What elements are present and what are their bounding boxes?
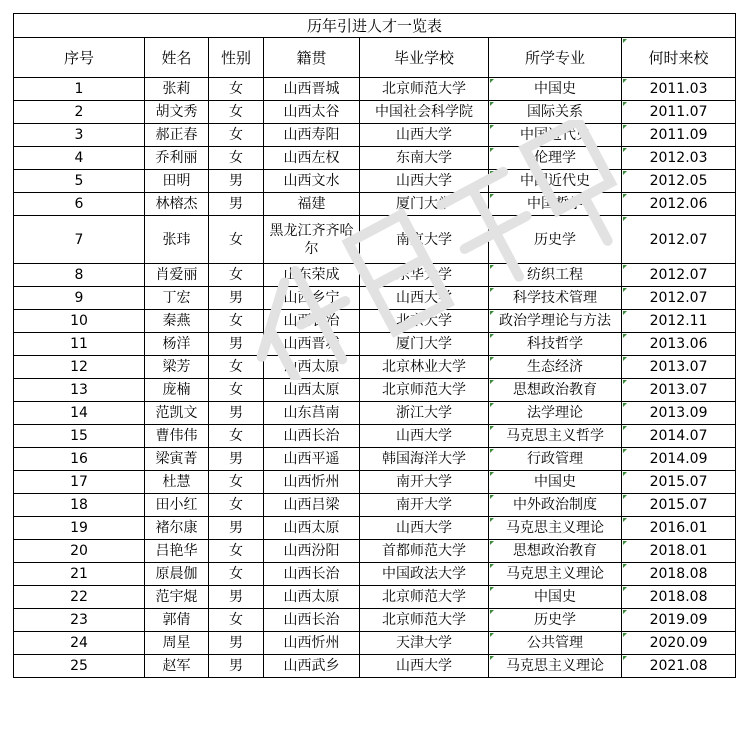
row-origin-cell[interactable]: 山西晋城 <box>264 333 360 356</box>
row-major-cell[interactable]: 国际关系 <box>489 101 622 124</box>
row-no-cell[interactable]: 23 <box>14 609 145 632</box>
row-date-cell[interactable]: 2012.03 <box>622 147 736 170</box>
row-date-cell[interactable]: 2021.08 <box>622 655 736 678</box>
row-school-cell[interactable]: 南京大学 <box>360 216 489 264</box>
row-school-cell[interactable]: 山西大学 <box>360 517 489 540</box>
row-school-cell[interactable]: 首都师范大学 <box>360 540 489 563</box>
row-school-cell[interactable]: 山西大学 <box>360 425 489 448</box>
row-date-cell[interactable]: 2012.07 <box>622 216 736 264</box>
table-row <box>14 632 736 655</box>
row-major-cell[interactable]: 行政管理 <box>489 448 622 471</box>
row-date-cell[interactable]: 2012.07 <box>622 264 736 287</box>
row-major-cell[interactable]: 马克思主义理论 <box>489 517 622 540</box>
row-major-cell[interactable]: 生态经济 <box>489 356 622 379</box>
row-origin-cell[interactable]: 山西晋城 <box>264 78 360 101</box>
row-school-cell[interactable]: 山西大学 <box>360 655 489 678</box>
row-origin-cell[interactable]: 福建 <box>264 193 360 216</box>
row-date-cell[interactable]: 2013.06 <box>622 333 736 356</box>
row-origin-cell[interactable]: 山西吕梁 <box>264 494 360 517</box>
row-date-cell[interactable]: 2018.08 <box>622 586 736 609</box>
table-row <box>14 563 736 586</box>
row-origin-cell[interactable]: 山西长治 <box>264 563 360 586</box>
row-origin-cell[interactable]: 山西忻州 <box>264 632 360 655</box>
row-name-cell[interactable]: 郝正春 <box>145 124 209 147</box>
row-name-cell[interactable]: 周星 <box>145 632 209 655</box>
row-major-cell[interactable]: 中国史 <box>489 586 622 609</box>
row-name-cell[interactable]: 张玮 <box>145 216 209 264</box>
table-row <box>14 78 736 101</box>
row-school-cell[interactable]: 浙江大学 <box>360 402 489 425</box>
row-date-cell[interactable]: 2012.05 <box>622 170 736 193</box>
row-major-cell[interactable]: 中国史 <box>489 78 622 101</box>
row-gender-cell[interactable]: 女 <box>209 264 264 287</box>
table-row <box>14 287 736 310</box>
table-row <box>14 471 736 494</box>
row-name-cell[interactable]: 杨洋 <box>145 333 209 356</box>
table-row <box>14 147 736 170</box>
row-major-cell[interactable]: 公共管理 <box>489 632 622 655</box>
row-no-cell[interactable]: 18 <box>14 494 145 517</box>
spreadsheet <box>13 13 735 678</box>
row-date-cell[interactable]: 2011.07 <box>622 101 736 124</box>
table-row <box>14 448 736 471</box>
row-no-cell[interactable]: 22 <box>14 586 145 609</box>
row-no-cell[interactable]: 3 <box>14 124 145 147</box>
row-major-cell[interactable]: 政治学理论与方法 <box>489 310 622 333</box>
row-origin-cell[interactable]: 山西乡宁 <box>264 287 360 310</box>
row-name-cell[interactable]: 范凯文 <box>145 402 209 425</box>
header-row <box>14 38 736 78</box>
row-major-cell[interactable]: 中国近代史 <box>489 170 622 193</box>
row-no-cell[interactable]: 19 <box>14 517 145 540</box>
row-origin-cell[interactable]: 山东莒南 <box>264 402 360 425</box>
row-no-cell[interactable]: 14 <box>14 402 145 425</box>
table-row <box>14 379 736 402</box>
row-no-cell[interactable]: 7 <box>14 216 145 264</box>
row-name-cell[interactable]: 田明 <box>145 170 209 193</box>
row-gender-cell[interactable]: 男 <box>209 448 264 471</box>
row-gender-cell[interactable]: 男 <box>209 655 264 678</box>
row-date-cell[interactable]: 2012.11 <box>622 310 736 333</box>
col-header-gender: 性别 <box>209 38 264 78</box>
row-school-cell[interactable]: 山西大学 <box>360 124 489 147</box>
row-major-cell[interactable]: 法学理论 <box>489 402 622 425</box>
row-origin-cell[interactable]: 山西长治 <box>264 609 360 632</box>
row-gender-cell[interactable]: 女 <box>209 540 264 563</box>
row-date-cell[interactable]: 2015.07 <box>622 471 736 494</box>
row-major-cell[interactable]: 思想政治教育 <box>489 540 622 563</box>
row-school-cell[interactable]: 天津大学 <box>360 632 489 655</box>
row-gender-cell[interactable]: 男 <box>209 333 264 356</box>
row-name-cell[interactable]: 曹伟伟 <box>145 425 209 448</box>
row-no-cell[interactable]: 17 <box>14 471 145 494</box>
table-title: 历年引进人才一览表 <box>14 14 736 38</box>
row-no-cell[interactable]: 6 <box>14 193 145 216</box>
row-no-cell[interactable]: 10 <box>14 310 145 333</box>
row-origin-cell[interactable]: 山西太原 <box>264 586 360 609</box>
row-origin-cell[interactable]: 山西汾阳 <box>264 540 360 563</box>
row-origin-cell[interactable]: 山东荣成 <box>264 264 360 287</box>
col-header-origin: 籍贯 <box>264 38 360 78</box>
row-major-cell[interactable]: 思想政治教育 <box>489 379 622 402</box>
table-row <box>14 124 736 147</box>
row-name-cell[interactable]: 张莉 <box>145 78 209 101</box>
row-gender-cell[interactable]: 女 <box>209 101 264 124</box>
row-major-cell[interactable]: 历史学 <box>489 216 622 264</box>
row-school-cell[interactable]: 中国社会科学院 <box>360 101 489 124</box>
row-no-cell[interactable]: 16 <box>14 448 145 471</box>
row-school-cell[interactable]: 北京师范大学 <box>360 586 489 609</box>
row-gender-cell[interactable]: 男 <box>209 632 264 655</box>
talent-table <box>13 13 736 678</box>
row-date-cell[interactable]: 2014.07 <box>622 425 736 448</box>
row-origin-cell[interactable]: 山西长治 <box>264 425 360 448</box>
row-no-cell[interactable]: 15 <box>14 425 145 448</box>
table-row <box>14 264 736 287</box>
row-major-cell[interactable]: 马克思主义理论 <box>489 563 622 586</box>
row-school-cell[interactable]: 厦门大学 <box>360 193 489 216</box>
row-gender-cell[interactable]: 女 <box>209 471 264 494</box>
row-major-cell[interactable]: 马克思主义哲学 <box>489 425 622 448</box>
row-no-cell[interactable]: 25 <box>14 655 145 678</box>
row-name-cell[interactable]: 林榕杰 <box>145 193 209 216</box>
row-gender-cell[interactable]: 女 <box>209 310 264 333</box>
row-gender-cell[interactable]: 女 <box>209 379 264 402</box>
row-gender-cell[interactable]: 女 <box>209 609 264 632</box>
row-origin-cell[interactable]: 山西长治 <box>264 310 360 333</box>
row-date-cell[interactable]: 2020.09 <box>622 632 736 655</box>
row-origin-cell[interactable]: 山西太原 <box>264 517 360 540</box>
row-gender-cell[interactable]: 男 <box>209 193 264 216</box>
col-header-school: 毕业学校 <box>360 38 489 78</box>
row-origin-cell[interactable]: 黑龙江齐齐哈尔 <box>264 216 360 264</box>
col-header-no: 序号 <box>14 38 145 78</box>
col-header-major: 所学专业 <box>489 38 622 78</box>
col-header-date: 何时来校 <box>622 38 736 78</box>
row-gender-cell[interactable]: 男 <box>209 402 264 425</box>
row-name-cell[interactable]: 范宇焜 <box>145 586 209 609</box>
row-no-cell[interactable]: 12 <box>14 356 145 379</box>
row-date-cell[interactable]: 2019.09 <box>622 609 736 632</box>
row-date-cell[interactable]: 2012.06 <box>622 193 736 216</box>
row-name-cell[interactable]: 褚尔康 <box>145 517 209 540</box>
row-date-cell[interactable]: 2013.07 <box>622 379 736 402</box>
row-school-cell[interactable]: 北京大学 <box>360 310 489 333</box>
row-school-cell[interactable]: 北京林业大学 <box>360 356 489 379</box>
row-date-cell[interactable]: 2018.08 <box>622 563 736 586</box>
row-date-cell[interactable]: 2012.07 <box>622 287 736 310</box>
row-date-cell[interactable]: 2011.09 <box>622 124 736 147</box>
row-origin-cell[interactable]: 山西文水 <box>264 170 360 193</box>
row-major-cell[interactable]: 伦理学 <box>489 147 622 170</box>
row-major-cell[interactable]: 中国近代史 <box>489 124 622 147</box>
row-major-cell[interactable]: 中外政治制度 <box>489 494 622 517</box>
row-name-cell[interactable]: 秦燕 <box>145 310 209 333</box>
row-school-cell[interactable]: 山西大学 <box>360 287 489 310</box>
row-school-cell[interactable]: 东南大学 <box>360 147 489 170</box>
row-school-cell[interactable]: 韩国海洋大学 <box>360 448 489 471</box>
table-row <box>14 609 736 632</box>
table-row <box>14 402 736 425</box>
col-header-name: 姓名 <box>145 38 209 78</box>
row-origin-cell[interactable]: 山西寿阳 <box>264 124 360 147</box>
row-origin-cell[interactable]: 山西太原 <box>264 379 360 402</box>
row-date-cell[interactable]: 2011.03 <box>622 78 736 101</box>
row-major-cell[interactable]: 科学技术管理 <box>489 287 622 310</box>
row-date-cell[interactable]: 2014.09 <box>622 448 736 471</box>
row-gender-cell[interactable]: 男 <box>209 586 264 609</box>
table-row <box>14 333 736 356</box>
row-origin-cell[interactable]: 山西武乡 <box>264 655 360 678</box>
row-no-cell[interactable]: 8 <box>14 264 145 287</box>
table-row <box>14 425 736 448</box>
row-name-cell[interactable]: 庞楠 <box>145 379 209 402</box>
row-gender-cell[interactable]: 女 <box>209 78 264 101</box>
row-school-cell[interactable]: 南开大学 <box>360 471 489 494</box>
row-no-cell[interactable]: 5 <box>14 170 145 193</box>
row-origin-cell[interactable]: 山西平遥 <box>264 448 360 471</box>
table-row <box>14 170 736 193</box>
row-school-cell[interactable]: 东华大学 <box>360 264 489 287</box>
row-school-cell[interactable]: 山西大学 <box>360 170 489 193</box>
table-row <box>14 101 736 124</box>
table-row <box>14 494 736 517</box>
row-origin-cell[interactable]: 山西左权 <box>264 147 360 170</box>
row-school-cell[interactable]: 中国政法大学 <box>360 563 489 586</box>
row-gender-cell[interactable]: 男 <box>209 517 264 540</box>
row-school-cell[interactable]: 南开大学 <box>360 494 489 517</box>
row-date-cell[interactable]: 2018.01 <box>622 540 736 563</box>
row-no-cell[interactable]: 1 <box>14 78 145 101</box>
row-no-cell[interactable]: 21 <box>14 563 145 586</box>
row-origin-cell[interactable]: 山西太原 <box>264 356 360 379</box>
row-name-cell[interactable]: 肖爱丽 <box>145 264 209 287</box>
row-major-cell[interactable]: 马克思主义理论 <box>489 655 622 678</box>
row-gender-cell[interactable]: 男 <box>209 287 264 310</box>
row-name-cell[interactable]: 梁芳 <box>145 356 209 379</box>
row-no-cell[interactable]: 4 <box>14 147 145 170</box>
table-row <box>14 586 736 609</box>
row-gender-cell[interactable]: 女 <box>209 425 264 448</box>
row-school-cell[interactable]: 北京师范大学 <box>360 78 489 101</box>
row-name-cell[interactable]: 乔利丽 <box>145 147 209 170</box>
row-name-cell[interactable]: 原晨伽 <box>145 563 209 586</box>
row-name-cell[interactable]: 杜慧 <box>145 471 209 494</box>
row-name-cell[interactable]: 郭倩 <box>145 609 209 632</box>
row-origin-cell[interactable]: 山西太谷 <box>264 101 360 124</box>
row-date-cell[interactable]: 2016.01 <box>622 517 736 540</box>
table-row <box>14 540 736 563</box>
row-name-cell[interactable]: 丁宏 <box>145 287 209 310</box>
row-name-cell[interactable]: 吕艳华 <box>145 540 209 563</box>
row-gender-cell[interactable]: 女 <box>209 356 264 379</box>
row-major-cell[interactable]: 中国哲学 <box>489 193 622 216</box>
row-school-cell[interactable]: 北京师范大学 <box>360 609 489 632</box>
row-no-cell[interactable]: 11 <box>14 333 145 356</box>
row-no-cell[interactable]: 24 <box>14 632 145 655</box>
row-school-cell[interactable]: 北京师范大学 <box>360 379 489 402</box>
row-major-cell[interactable]: 科技哲学 <box>489 333 622 356</box>
row-name-cell[interactable]: 胡文秀 <box>145 101 209 124</box>
row-major-cell[interactable]: 历史学 <box>489 609 622 632</box>
row-gender-cell[interactable]: 女 <box>209 124 264 147</box>
row-date-cell[interactable]: 2013.09 <box>622 402 736 425</box>
row-no-cell[interactable]: 9 <box>14 287 145 310</box>
row-name-cell[interactable]: 田小红 <box>145 494 209 517</box>
row-name-cell[interactable]: 梁寅菁 <box>145 448 209 471</box>
row-gender-cell[interactable]: 女 <box>209 494 264 517</box>
row-major-cell[interactable]: 纺织工程 <box>489 264 622 287</box>
row-school-cell[interactable]: 厦门大学 <box>360 333 489 356</box>
table-row <box>14 517 736 540</box>
row-no-cell[interactable]: 13 <box>14 379 145 402</box>
row-gender-cell[interactable]: 女 <box>209 216 264 264</box>
row-no-cell[interactable]: 2 <box>14 101 145 124</box>
table-row <box>14 216 736 264</box>
table-row <box>14 655 736 678</box>
row-gender-cell[interactable]: 男 <box>209 170 264 193</box>
row-name-cell[interactable]: 赵军 <box>145 655 209 678</box>
table-row <box>14 356 736 379</box>
table-row <box>14 193 736 216</box>
row-origin-cell[interactable]: 山西忻州 <box>264 471 360 494</box>
row-date-cell[interactable]: 2013.07 <box>622 356 736 379</box>
row-major-cell[interactable]: 中国史 <box>489 471 622 494</box>
row-gender-cell[interactable]: 女 <box>209 147 264 170</box>
row-date-cell[interactable]: 2015.07 <box>622 494 736 517</box>
row-no-cell[interactable]: 20 <box>14 540 145 563</box>
table-row <box>14 310 736 333</box>
row-gender-cell[interactable]: 女 <box>209 563 264 586</box>
